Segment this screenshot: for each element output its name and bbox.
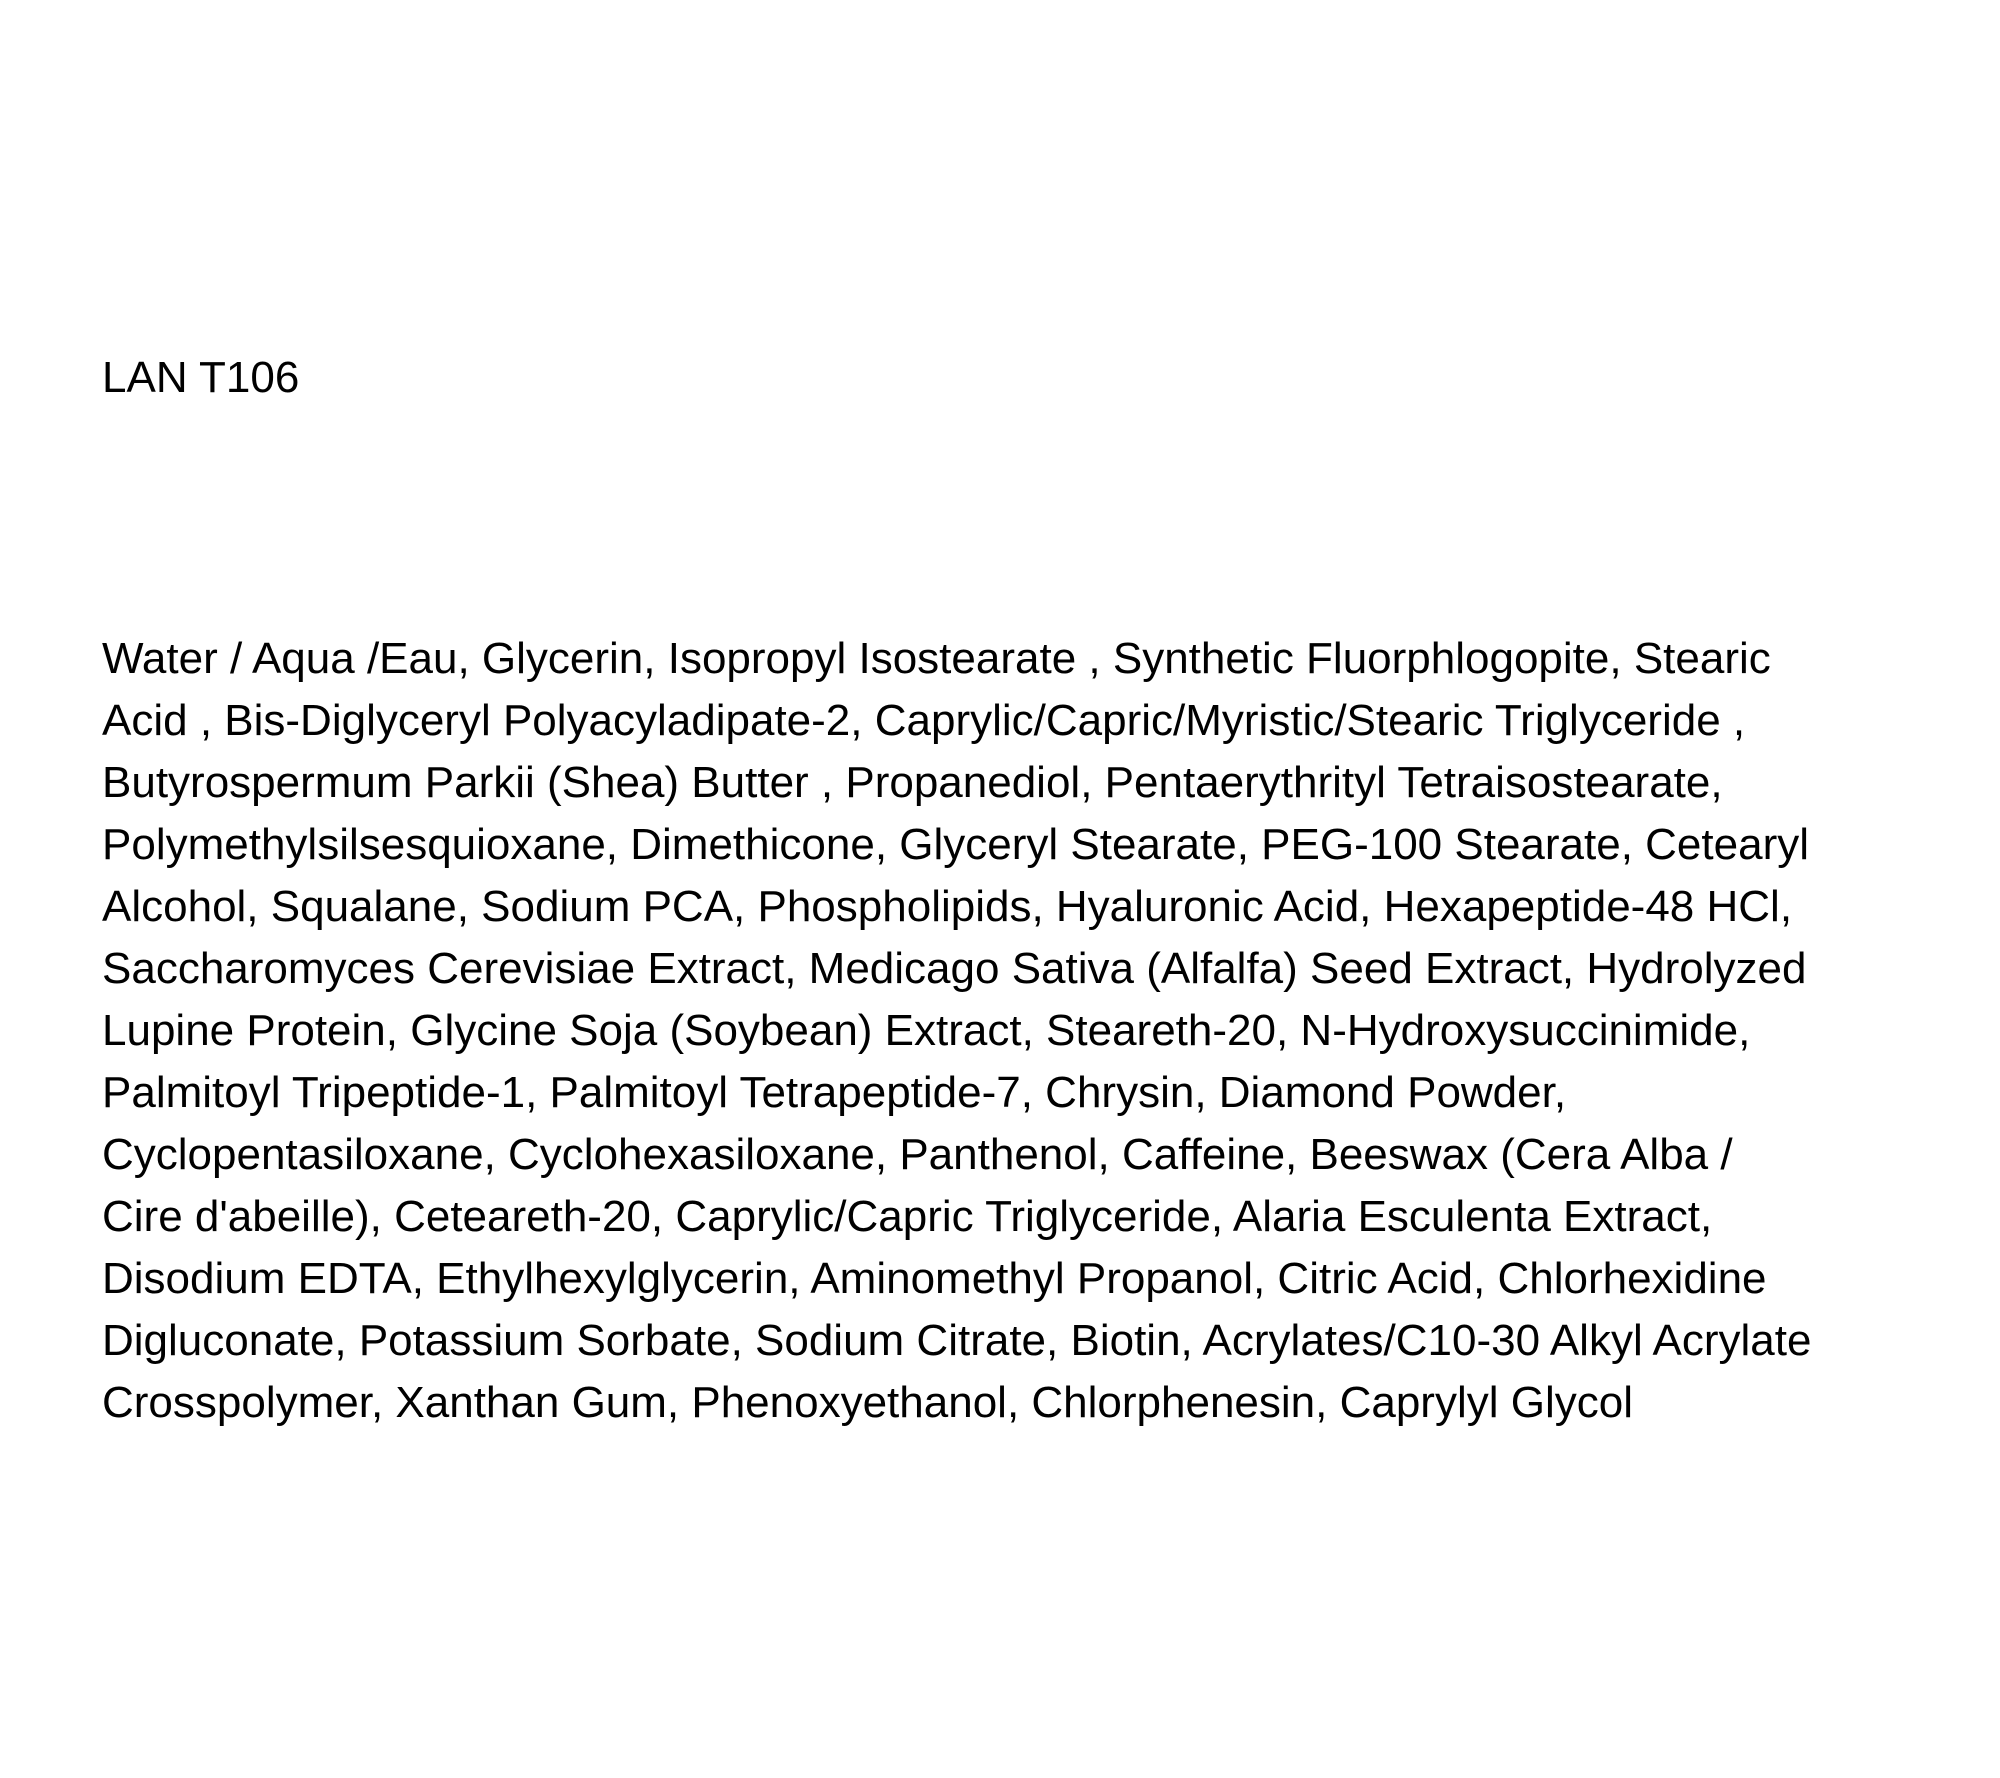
ingredients-line: Cyclopentasiloxane, Cyclohexasiloxane, Panthenol, Caffeine, Beeswax (Cera Alba / (102, 1130, 1733, 1179)
ingredients-line: Polymethylsilsesquioxane, Dimethicone, Glyceryl Stearate, PEG-100 Stearate, Cetearyl (102, 820, 1809, 869)
ingredients-list (102, 628, 1982, 1434)
ingredients-line: Lupine Protein, Glycine Soja (Soybean) Extract, Steareth-20, N-Hydroxysuccinimide, (102, 1006, 1751, 1055)
product-code: LAN T106 (102, 353, 300, 402)
ingredients-line: Crosspolymer, Xanthan Gum, Phenoxyethanol, Chlorphenesin, Caprylyl Glycol (102, 1378, 1633, 1427)
ingredients-line: Disodium EDTA, Ethylhexylglycerin, Aminomethyl Propanol, Citric Acid, Chlorhexidine (102, 1254, 1767, 1303)
ingredients-line: Alcohol, Squalane, Sodium PCA, Phospholipids, Hyaluronic Acid, Hexapeptide-48 HCl, (102, 882, 1793, 931)
ingredients-line: Butyrospermum Parkii (Shea) Butter , Propanediol, Pentaerythrityl Tetraisostearate, (102, 758, 1723, 807)
ingredients-line: Digluconate, Potassium Sorbate, Sodium Citrate, Biotin, Acrylates/C10-30 Alkyl Acrylate (102, 1316, 1812, 1365)
ingredients-line: Cire d'abeille), Ceteareth-20, Caprylic/Capric Triglyceride, Alaria Esculenta Extract, (102, 1192, 1713, 1241)
ingredients-line: Saccharomyces Cerevisiae Extract, Medicago Sativa (Alfalfa) Seed Extract, Hydrolyzed (102, 944, 1807, 993)
ingredients-line: Acid , Bis-Diglyceryl Polyacyladipate-2, Caprylic/Capric/Myristic/Stearic Triglyceride , (102, 696, 1746, 745)
ingredients-line: Water / Aqua /Eau, Glycerin, Isopropyl Isostearate , Synthetic Fluorphlogopite, Stearic (102, 634, 1771, 683)
ingredients-line: Palmitoyl Tripeptide-1, Palmitoyl Tetrapeptide-7, Chrysin, Diamond Powder, (102, 1068, 1567, 1117)
